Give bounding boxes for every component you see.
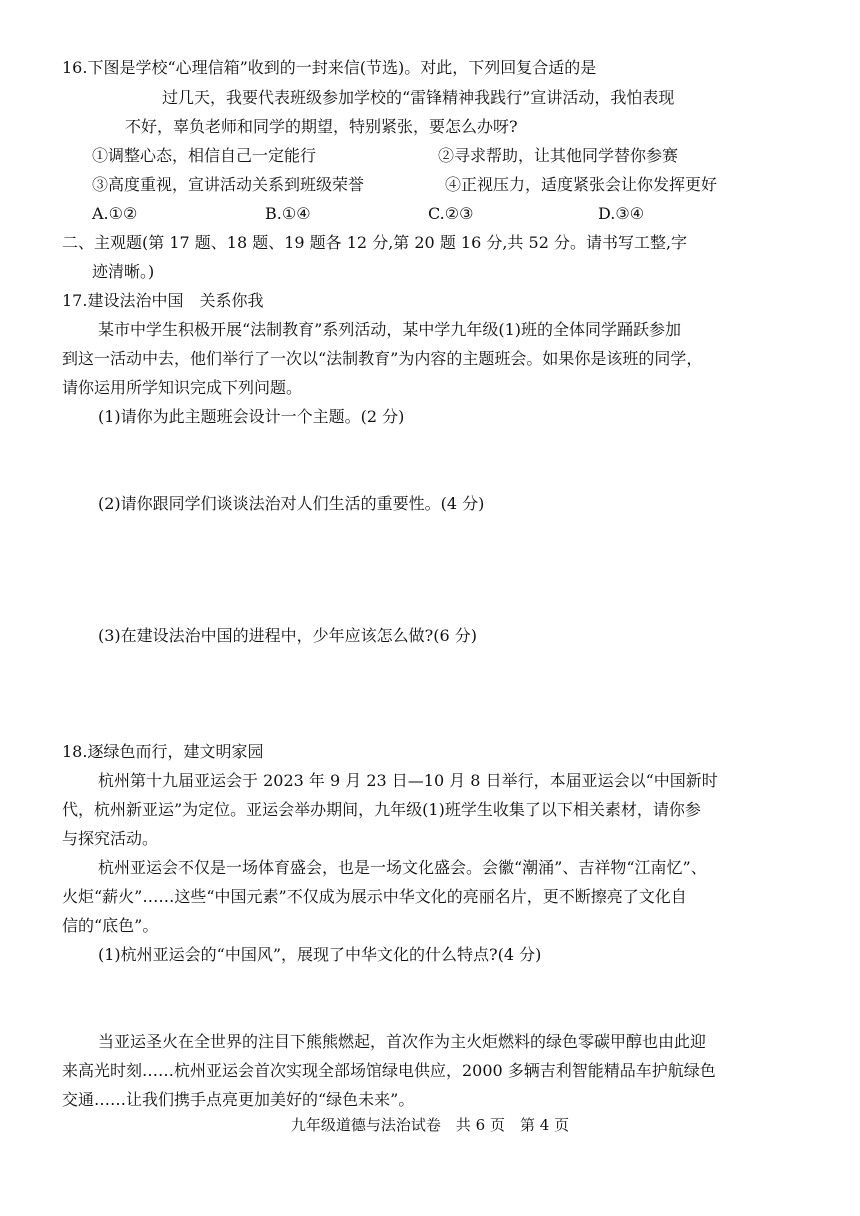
q17-sub-question-3: (3)在建设法治中国的进程中，少年应该怎么做?(6 分): [98, 626, 477, 645]
q18-para1-line-2: 代，杭州新亚运”为定位。亚运会举办期间，九年级(1)班学生收集了以下相关素材，请你参: [62, 800, 701, 819]
page-footer: 九年级道德与法治试卷 共 6 页 第 4 页: [290, 1116, 570, 1134]
q16-statement-4: ④正视压力，适度紧张会让你发挥更好: [445, 175, 718, 194]
q16-option-d: D.③④: [598, 204, 645, 223]
q16-statement-3: ③高度重视，宣讲活动关系到班级荣誉: [92, 175, 365, 194]
q17-sub-question-1: (1)请你为此主题班会设计一个主题。(2 分): [98, 407, 405, 426]
q16-option-b: B.①④: [265, 204, 311, 223]
q17-para-line-1: 某市中学生积极开展“法制教育”系列活动，某中学九年级(1)班的全体同学踊跃参加: [98, 320, 682, 339]
q18-para1-line-3: 与探究活动。: [62, 829, 159, 848]
q16-letter-line-2: 不好，辜负老师和同学的期望，特别紧张，要怎么办呀?: [125, 117, 518, 136]
q18-para3-line-3: 交通……让我们携手点亮更加美好的“绿色未来”。: [62, 1090, 415, 1109]
q18-para2-line-2: 火炬“薪火”……这些“中国元素”不仅成为展示中华文化的亮丽名片，更不断擦亮了文化自: [62, 887, 687, 906]
q18-para3-line-1: 当亚运圣火在全世界的注目下熊熊燃起，首次作为主火炬燃料的绿色零碳甲醇也由此迎: [98, 1032, 707, 1051]
q16-option-a: A.①②: [92, 204, 138, 223]
q18-sub-question-1: (1)杭州亚运会的“中国风”，展现了中华文化的什么特点?(4 分): [98, 945, 542, 964]
q18-para2-line-1: 杭州亚运会不仅是一场体育盛会，也是一场文化盛会。会徽“潮涌”、吉祥物“江南忆”、: [98, 858, 707, 877]
q16-letter-line-1: 过几天，我要代表班级参加学校的“雷锋精神我践行”宣讲活动，我怕表现: [162, 88, 675, 107]
q16-option-c: C.②③: [428, 204, 474, 223]
q18-title: 18.逐绿色而行，建文明家园: [62, 742, 264, 761]
q18-para2-line-3: 信的“底色”。: [62, 916, 159, 935]
section2-heading-line-1: 二、主观题(第 17 题、18 题、19 题各 12 分,第 20 题 16 分,共 52 分。请书写工整,字: [62, 233, 688, 252]
section2-heading-line-2: 迹清晰。): [92, 262, 155, 281]
q18-para3-line-2: 来高光时刻……杭州亚运会首次实现全部场馆绿电供应，2000 多辆吉利智能精品车护航绿色: [62, 1061, 716, 1080]
q16-statement-2: ②寻求帮助，让其他同学替你参赛: [438, 146, 679, 165]
q17-para-line-2: 到这一活动中去，他们举行了一次以“法制教育”为内容的主题班会。如果你是该班的同学，: [62, 349, 703, 368]
q17-para-line-3: 请你运用所学知识完成下列问题。: [62, 378, 303, 397]
q17-title: 17.建设法治中国 关系你我: [62, 291, 264, 310]
q18-para1-line-1: 杭州第十九届亚运会于 2023 年 9 月 23 日—10 月 8 日举行，本届亚运会以“中国新时: [98, 771, 718, 790]
q16-statement-1: ①调整心态，相信自己一定能行: [92, 146, 317, 165]
q16-stem: 16.下图是学校“心理信箱”收到的一封来信(节选)。对此，下列回复合适的是: [62, 58, 597, 77]
q17-sub-question-2: (2)请你跟同学们谈谈法治对人们生活的重要性。(4 分): [98, 494, 485, 513]
